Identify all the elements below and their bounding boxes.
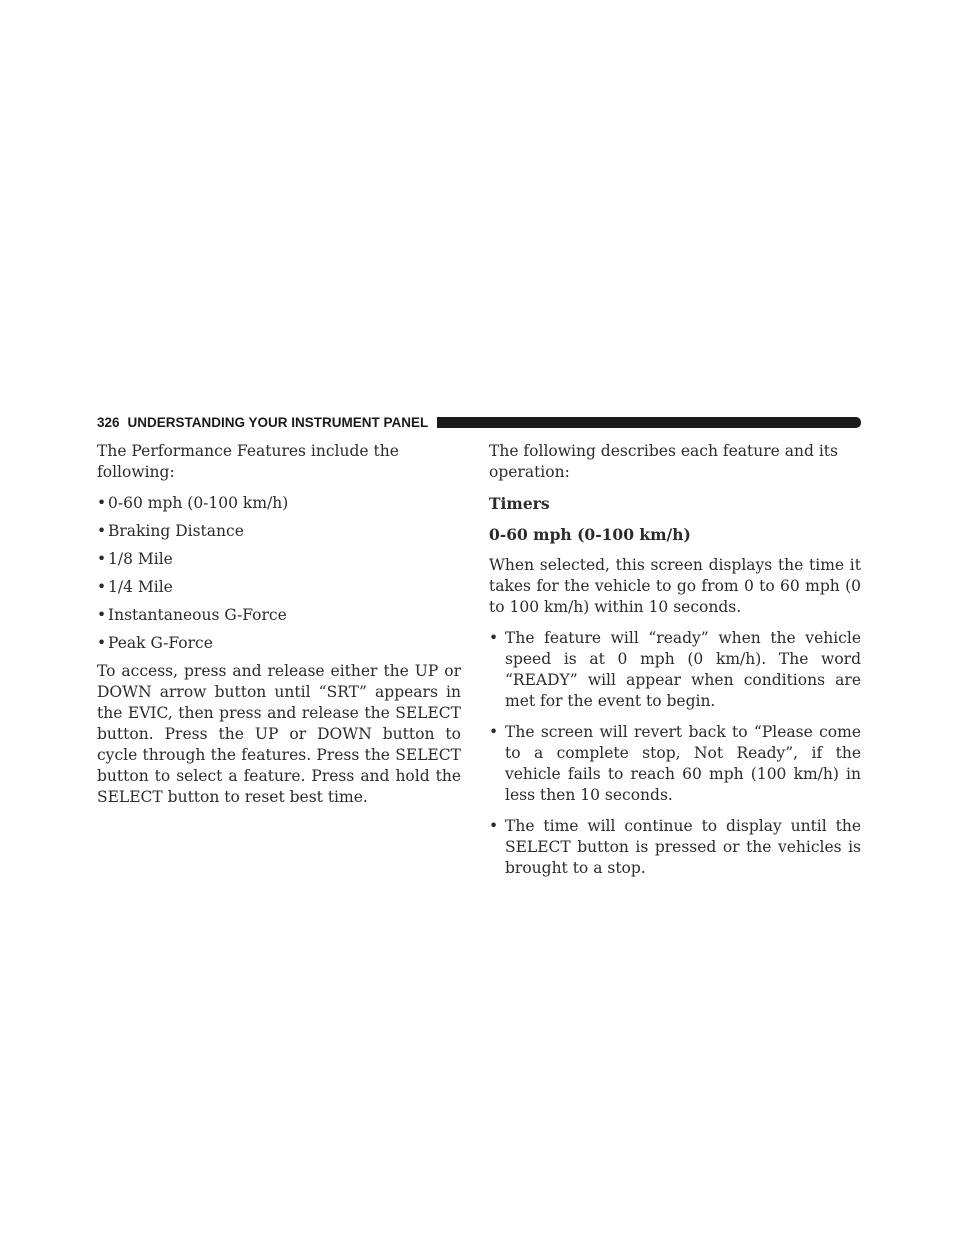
features-list [97,493,461,654]
bullet-icon: • [97,550,107,568]
access-instructions: To access, press and release either the UP or DOWN arrow button until “SRT” appears in the EVIC, then press and release the SELECT button. Press the UP or DOWN button to cycle through the features. Press the SELECT button to select a feature. Press and hold the SELECT button to reset best time. [97,662,461,806]
list-item: • Instantaneous G-Force [97,606,287,624]
left-column [97,441,461,818]
operation-intro: The following describes each feature and its operation: [489,442,838,481]
bullet-icon: • [97,494,107,512]
list-item: • 1/8 Mile [97,550,173,568]
bullet-icon: • [97,522,107,540]
list-item: • 0-60 mph (0-100 km/h) [97,494,289,512]
list-item: • 1/4 Mile [97,578,173,596]
bullet-icon: • [489,723,499,741]
bullet-icon: • [489,817,499,835]
zero-sixty-description: When selected, this screen displays the time it takes for the vehicle to go from 0 to 60 mph (0 to 100 km/h) within 10 seconds. [489,556,861,616]
bullet-icon: • [97,634,107,652]
page-header [97,414,861,430]
list-item: • Braking Distance [97,522,244,540]
list-item: • The screen will revert back to “Please come to a complete stop, Not Ready”, if the vehicle fails to reach 60 mph (100 km/h) in less then 10 seconds. [489,723,861,804]
list-item: • The feature will “ready” when the vehicle speed is at 0 mph (0 km/h). The word “READY” will appear when conditions are met for the event to begin. [489,629,861,710]
page-number: 326 [97,414,120,430]
zero-sixty-bullets [489,628,861,879]
list-item: • Peak G-Force [97,634,213,652]
bullet-icon: • [97,606,107,624]
section-title: UNDERSTANDING YOUR INSTRUMENT PANEL [127,414,429,430]
bullet-icon: • [97,578,107,596]
bullet-icon: • [489,629,499,647]
timers-heading: Timers [489,494,550,513]
header-rule [437,417,861,428]
zero-sixty-heading: 0-60 mph (0-100 km/h) [489,525,691,544]
features-intro: The Performance Features include the following: [97,442,399,481]
list-item: • The time will continue to display until the SELECT button is pressed or the vehicles is brought to a stop. [489,817,861,877]
right-column [489,441,861,889]
